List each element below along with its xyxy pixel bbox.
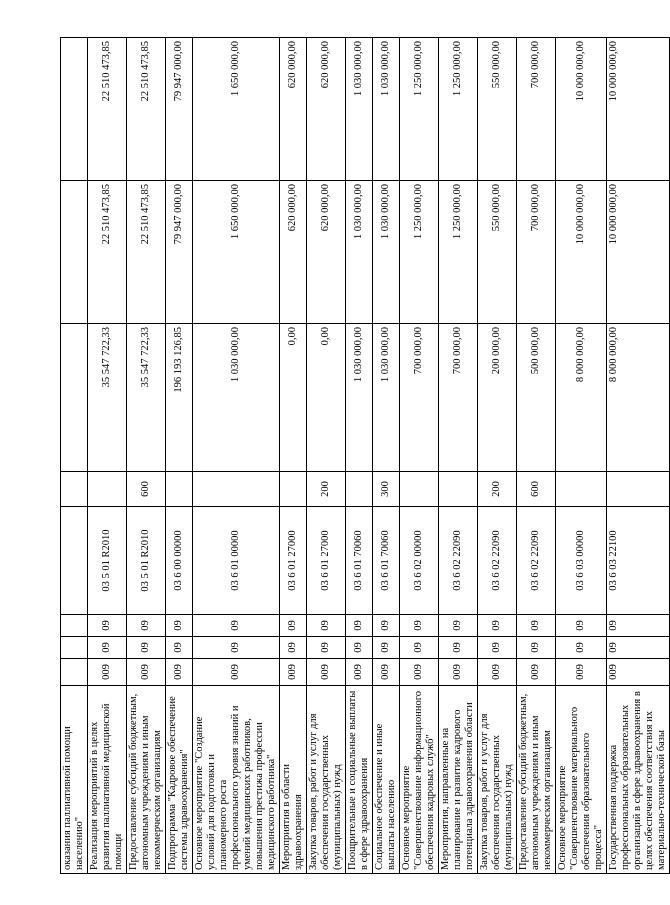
ministry-code-cell: 009: [400, 659, 439, 686]
ministry-code-cell: 009: [307, 659, 346, 686]
amount-year-3-cell: 1 250 000,00: [439, 38, 478, 181]
table-row: [166, 38, 193, 874]
target-article-cell: 03 6 01 27000: [280, 507, 307, 615]
subsection-cell: 09: [193, 615, 280, 637]
amount-year-3-cell: 22 510 473,85: [88, 38, 127, 181]
table-row: [346, 38, 373, 874]
amount-year-2-cell: 1 250 000,00: [400, 181, 439, 324]
section-cell: 09: [88, 637, 127, 659]
amount-year-2-cell: 620 000,00: [280, 181, 307, 324]
amount-year-1-cell: 1 030 000,00: [346, 324, 373, 472]
expense-type-cell: [280, 472, 307, 507]
amount-year-3-cell: 550 000,00: [478, 38, 517, 181]
subsection-cell: 09: [307, 615, 346, 637]
ministry-code-cell: 009: [127, 659, 166, 686]
target-article-cell: 03 6 01 70060: [346, 507, 373, 615]
amount-year-3-cell: 700 000,00: [517, 38, 556, 181]
amount-year-2-cell: 1 030 000,00: [373, 181, 400, 324]
target-article-cell: 03 6 03 22100: [607, 507, 670, 615]
amount-year-3-cell: 1 030 000,00: [346, 38, 373, 181]
ministry-code-cell: 009: [607, 659, 670, 686]
section-cell: 09: [373, 637, 400, 659]
amount-year-2-cell: 700 000,00: [517, 181, 556, 324]
ministry-code-cell: 009: [373, 659, 400, 686]
table-row: [193, 38, 280, 874]
expense-type-cell: [166, 472, 193, 507]
expense-type-cell: [346, 472, 373, 507]
expense-type-cell: [607, 472, 670, 507]
amount-year-1-cell: 500 000,00: [517, 324, 556, 472]
subsection-cell: 09: [607, 615, 670, 637]
amount-year-3-cell: [61, 38, 88, 181]
table-row: [88, 38, 127, 874]
subsection-cell: 09: [373, 615, 400, 637]
row-name-cell: Предоставление субсидий бюджетным, автономным учреждениям и иным некоммерческим организациям: [127, 686, 166, 874]
expense-type-cell: [400, 472, 439, 507]
subsection-cell: 09: [346, 615, 373, 637]
amount-year-1-cell: 0,00: [307, 324, 346, 472]
amount-year-3-cell: 1 650 000,00: [193, 38, 280, 181]
amount-year-2-cell: 620 000,00: [307, 181, 346, 324]
amount-year-2-cell: 10 000 000,00: [607, 181, 670, 324]
subsection-cell: 09: [478, 615, 517, 637]
subsection-cell: 09: [127, 615, 166, 637]
amount-year-1-cell: 1 030 000,00: [373, 324, 400, 472]
row-name-cell: Основное мероприятие "Создание условий для подготовки и планомерного роста профессионального уровня знаний и умений медицинских работников, повышения престижа профессии медицинского работника": [193, 686, 280, 874]
expense-type-cell: [88, 472, 127, 507]
rotated-table-container: [60, 38, 667, 874]
subsection-cell: 09: [166, 615, 193, 637]
amount-year-1-cell: 0,00: [280, 324, 307, 472]
section-cell: 09: [607, 637, 670, 659]
target-article-cell: 03 6 01 00000: [193, 507, 280, 615]
target-article-cell: 03 6 02 22090: [517, 507, 556, 615]
section-cell: 09: [439, 637, 478, 659]
section-cell: 09: [307, 637, 346, 659]
expense-type-cell: [439, 472, 478, 507]
table-row: [61, 38, 88, 874]
table-row: [373, 38, 400, 874]
row-name-cell: оказания паллиативной помощи населению": [61, 686, 88, 874]
target-article-cell: 03 6 02 22090: [439, 507, 478, 615]
table-row: [607, 38, 670, 874]
amount-year-1-cell: 35 547 722,33: [88, 324, 127, 472]
target-article-cell: 03 6 01 27000: [307, 507, 346, 615]
target-article-cell: 03 6 01 70060: [373, 507, 400, 615]
ministry-code-cell: 009: [439, 659, 478, 686]
subsection-cell: 09: [517, 615, 556, 637]
ministry-code-cell: 009: [346, 659, 373, 686]
subsection-cell: 09: [439, 615, 478, 637]
amount-year-1-cell: [61, 324, 88, 472]
budget-allocation-table: [60, 37, 670, 874]
row-name-cell: Мероприятия, направленные на планирование и развитие кадрового потенциала здравоохранения области: [439, 686, 478, 874]
ministry-code-cell: 009: [193, 659, 280, 686]
amount-year-1-cell: 8 000 000,00: [556, 324, 607, 472]
amount-year-2-cell: 1 030 000,00: [346, 181, 373, 324]
section-cell: 09: [556, 637, 607, 659]
ministry-code-cell: 009: [478, 659, 517, 686]
table-row: [478, 38, 517, 874]
row-name-cell: Поощрительные и социальные выплаты в сфере здравоохранения: [346, 686, 373, 874]
section-cell: 09: [517, 637, 556, 659]
table-row: [517, 38, 556, 874]
section-cell: 09: [193, 637, 280, 659]
amount-year-2-cell: 550 000,00: [478, 181, 517, 324]
subsection-cell: 09: [88, 615, 127, 637]
section-cell: 09: [346, 637, 373, 659]
expense-type-cell: 200: [307, 472, 346, 507]
expense-type-cell: 600: [517, 472, 556, 507]
target-article-cell: 03 5 01 R2010: [127, 507, 166, 615]
ministry-code-cell: 009: [280, 659, 307, 686]
expense-type-cell: 200: [478, 472, 517, 507]
table-row: [280, 38, 307, 874]
section-cell: 09: [478, 637, 517, 659]
amount-year-1-cell: 35 547 722,33: [127, 324, 166, 472]
row-name-cell: Социальное обеспечение и иные выплаты населению: [373, 686, 400, 874]
row-name-cell: Реализация мероприятий в целях развития паллиативной медицинской помощи: [88, 686, 127, 874]
row-name-cell: Закупка товаров, работ и услуг для обеспечения государственных (муниципальных) нужд: [307, 686, 346, 874]
row-name-cell: Предоставление субсидий бюджетным, автономным учреждениям и иным некоммерческим организациям: [517, 686, 556, 874]
amount-year-1-cell: 1 030 000,00: [193, 324, 280, 472]
amount-year-3-cell: 1 250 000,00: [400, 38, 439, 181]
table-body: [61, 38, 670, 874]
section-cell: [61, 637, 88, 659]
target-article-cell: [61, 507, 88, 615]
amount-year-1-cell: 8 000 000,00: [607, 324, 670, 472]
amount-year-3-cell: 1 030 000,00: [373, 38, 400, 181]
table-row: [307, 38, 346, 874]
amount-year-2-cell: 1 650 000,00: [193, 181, 280, 324]
amount-year-2-cell: 22 510 473,85: [127, 181, 166, 324]
ministry-code-cell: 009: [166, 659, 193, 686]
amount-year-2-cell: [61, 181, 88, 324]
table-row: [400, 38, 439, 874]
amount-year-2-cell: 1 250 000,00: [439, 181, 478, 324]
amount-year-3-cell: 620 000,00: [280, 38, 307, 181]
expense-type-cell: 600: [127, 472, 166, 507]
row-name-cell: Закупка товаров, работ и услуг для обеспечения государственных (муниципальных) нужд: [478, 686, 517, 874]
target-article-cell: 03 6 00 00000: [166, 507, 193, 615]
amount-year-3-cell: 22 510 473,85: [127, 38, 166, 181]
table-row: [556, 38, 607, 874]
amount-year-3-cell: 10 000 000,00: [607, 38, 670, 181]
expense-type-cell: [193, 472, 280, 507]
section-cell: 09: [166, 637, 193, 659]
target-article-cell: 03 6 02 22090: [478, 507, 517, 615]
expense-type-cell: [556, 472, 607, 507]
amount-year-2-cell: 10 000 000,00: [556, 181, 607, 324]
table-row: [127, 38, 166, 874]
subsection-cell: 09: [556, 615, 607, 637]
row-name-cell: Мероприятия в области здравоохранения: [280, 686, 307, 874]
amount-year-1-cell: 700 000,00: [439, 324, 478, 472]
amount-year-1-cell: 200 000,00: [478, 324, 517, 472]
amount-year-3-cell: 620 000,00: [307, 38, 346, 181]
amount-year-2-cell: 22 510 473,85: [88, 181, 127, 324]
ministry-code-cell: 009: [556, 659, 607, 686]
ministry-code-cell: 009: [88, 659, 127, 686]
subsection-cell: [61, 615, 88, 637]
section-cell: 09: [280, 637, 307, 659]
amount-year-1-cell: 196 193 126,85: [166, 324, 193, 472]
subsection-cell: 09: [280, 615, 307, 637]
ministry-code-cell: 009: [517, 659, 556, 686]
ministry-code-cell: [61, 659, 88, 686]
amount-year-1-cell: 700 000,00: [400, 324, 439, 472]
target-article-cell: 03 6 03 00000: [556, 507, 607, 615]
section-cell: 09: [127, 637, 166, 659]
amount-year-3-cell: 10 000 000,00: [556, 38, 607, 181]
row-name-cell: Государственная поддержка профессиональных образовательных организаций в сфере здравоохранения в целях обеспечения соответствия их материально-технической базы: [607, 686, 670, 874]
expense-type-cell: [61, 472, 88, 507]
section-cell: 09: [400, 637, 439, 659]
amount-year-2-cell: 79 947 000,00: [166, 181, 193, 324]
row-name-cell: Основное мероприятие "Совершенствование информационного обеспечения кадровых служб": [400, 686, 439, 874]
amount-year-3-cell: 79 947 000,00: [166, 38, 193, 181]
subsection-cell: 09: [400, 615, 439, 637]
target-article-cell: 03 5 01 R2010: [88, 507, 127, 615]
row-name-cell: Подпрограмма "Кадровое обеспечение системы здравоохранения": [166, 686, 193, 874]
expense-type-cell: 300: [373, 472, 400, 507]
target-article-cell: 03 6 02 00000: [400, 507, 439, 615]
table-row: [439, 38, 478, 874]
row-name-cell: Основное мероприятие "Совершенствование материального обеспечения образовательного процесса": [556, 686, 607, 874]
